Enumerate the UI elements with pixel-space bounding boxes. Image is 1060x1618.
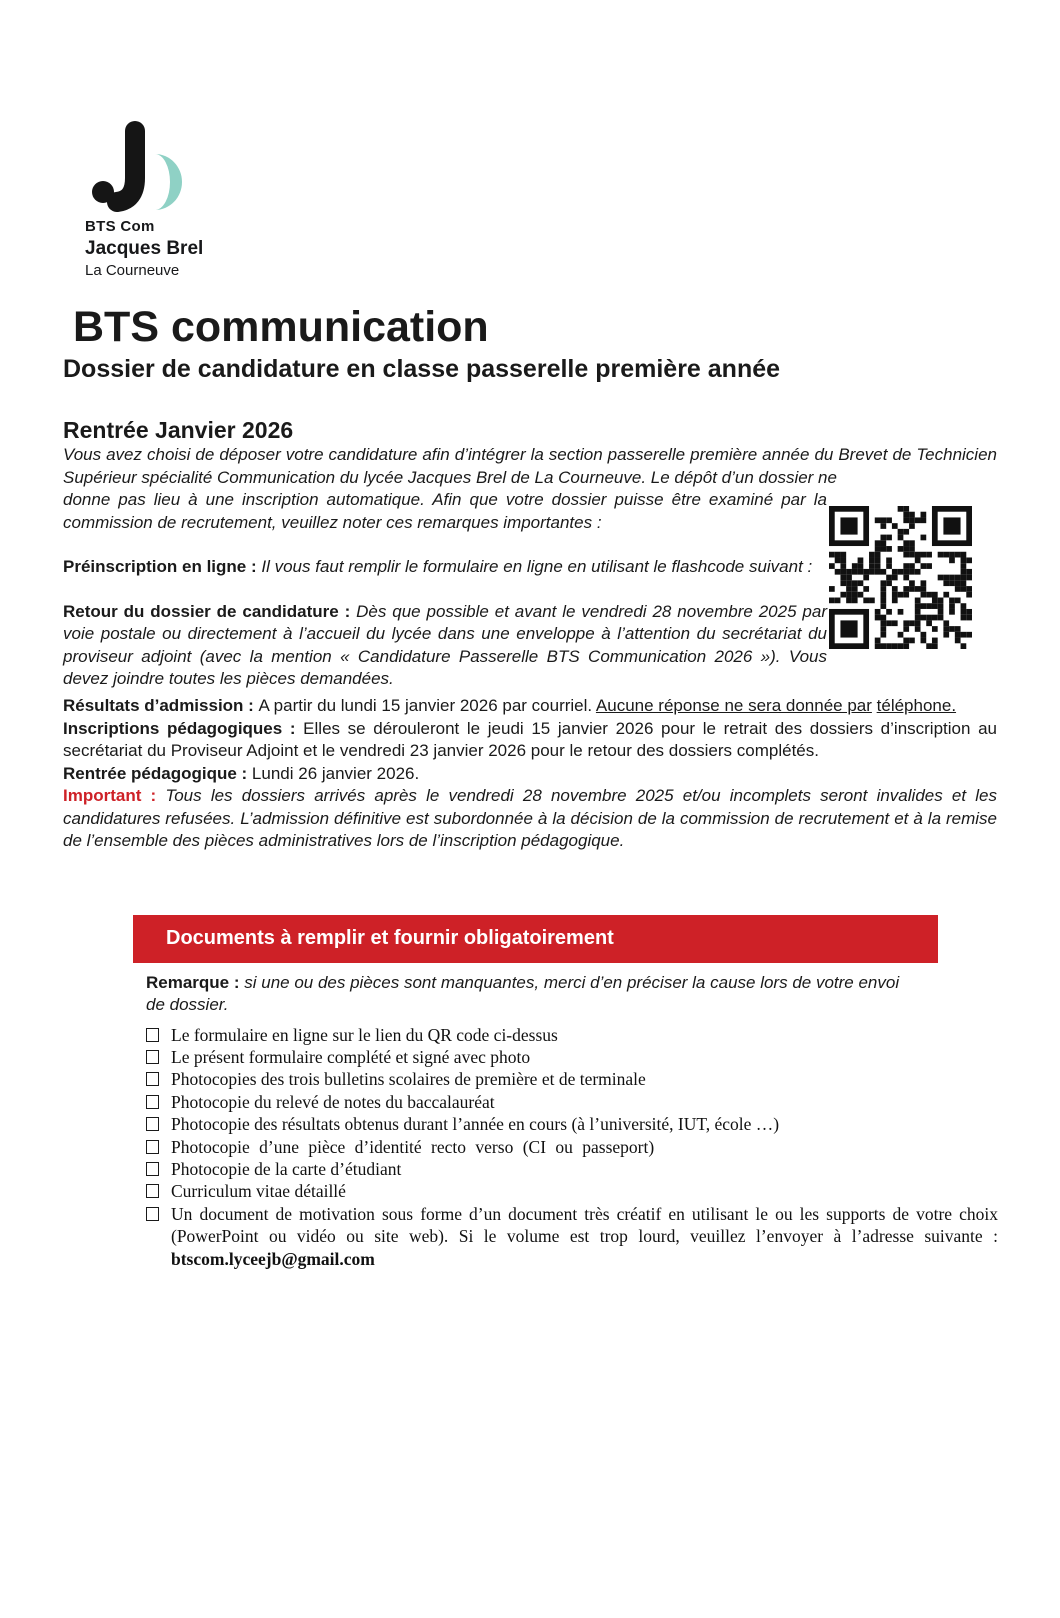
preinscription-label: Préinscription en ligne : — [63, 557, 262, 577]
checklist-item — [146, 1046, 998, 1068]
checkbox-icon[interactable] — [146, 1162, 159, 1176]
resultats-underline-2: téléphone. — [876, 696, 957, 716]
intro-wrap-zone — [63, 489, 997, 691]
important-label: Important : — [63, 786, 166, 806]
school-logo — [85, 120, 997, 279]
section-important — [63, 785, 997, 853]
inscriptions-text: Elles se dérouleront le jeudi 15 janvier 2026 pour le retrait des dossiers d’inscription au secrétariat du Proviseur Adjoint et le vendredi 23 janvier 2026 pour le retour des dossiers complétés. — [63, 718, 997, 761]
remark — [146, 972, 901, 1017]
checklist-item — [146, 1180, 998, 1202]
checklist — [146, 1024, 998, 1270]
checklist-item-text: Un document de motivation sous forme d’un document très créatif en utilisant le ou les supports de votre choix (PowerPoint ou vidéo ou site web). Si le volume est trop lourd, veuillez l’envoyer à l’adresse suivante : btscom.lyceejb@gmail.com — [171, 1203, 998, 1269]
documents-banner — [133, 915, 938, 963]
checkbox-icon[interactable] — [146, 1072, 159, 1086]
checklist-item-text: Le formulaire en ligne sur le lien du QR code ci-dessus — [171, 1024, 558, 1045]
checklist-item-text: Photocopie d’une pièce d’identité recto verso (CI ou passeport) — [171, 1136, 655, 1157]
term-heading: Rentrée Janvier 2026 — [63, 417, 294, 444]
checkbox-icon[interactable] — [146, 1184, 159, 1198]
intro-paragraph-2: donne pas lieu à une inscription automatique. Afin que votre dossier puisse être examiné par la commission de recrutement, veuillez noter ces remarques importantes : — [63, 490, 827, 532]
checkbox-icon[interactable] — [146, 1050, 159, 1064]
rentree-pedagogique-text: Lundi 26 janvier 2026. — [251, 763, 420, 783]
logo-dot — [92, 181, 114, 203]
page-title: BTS communication — [73, 303, 489, 351]
checkbox-icon[interactable] — [146, 1028, 159, 1042]
retour-text: Dès que possible et avant le vendredi 28 novembre 2025 par voie postale ou directement à l’accueil du lycée dans une enveloppe à l’attention du secrétariat du proviseur adjoint (avec la mention « Candidature Passerelle BTS Communication 2026 »). Vous devez joindre toutes les pièces demandées. — [63, 601, 827, 689]
remark-text: si une ou des pièces sont manquantes, merci d’en préciser la cause lors de votre envoi de dossier. — [146, 972, 900, 1015]
section-inscriptions — [63, 718, 997, 763]
section-resultats — [63, 695, 997, 718]
checklist-item — [146, 1091, 998, 1113]
checklist-item — [146, 1158, 998, 1180]
checklist-item — [146, 1068, 998, 1090]
document-page — [0, 120, 1060, 1270]
checklist-item — [146, 1024, 998, 1046]
logo-crescent — [155, 154, 182, 210]
resultats-underline-1: Aucune réponse ne sera donnée par — [595, 696, 872, 716]
qr-code-container — [827, 489, 997, 695]
remark-label: Remarque : — [146, 972, 245, 992]
logo-city-label: La Courneuve — [85, 262, 180, 279]
checkbox-icon[interactable] — [146, 1207, 159, 1221]
checkbox-icon[interactable] — [146, 1117, 159, 1131]
logo-j-stroke — [117, 131, 135, 202]
preinscription-text: Il vous faut remplir le formulaire en ligne en utilisant le flashcode suivant : — [261, 557, 813, 577]
rentree-pedagogique-label: Rentrée pédagogique : — [63, 763, 252, 783]
contact-email: btscom.lyceejb@gmail.com — [171, 1248, 375, 1269]
page-subtitle: Dossier de candidature en classe passerelle première année — [63, 355, 781, 384]
checkbox-icon[interactable] — [146, 1095, 159, 1109]
resultats-text: A partir du lundi 15 janvier 2026 par courriel. — [258, 696, 596, 716]
resultats-label: Résultats d’admission : — [63, 696, 259, 716]
important-text: Tous les dossiers arrivés après le vendredi 28 novembre 2025 et/ou incomplets seront invalides et les candidatures refusées. L’admission définitive est subordonnée à la décision de la commission de recrutement et à la remise de l’ensemble des pièces administratives lors de l’inscription pédagogique. — [63, 786, 997, 851]
logo-program-label: BTS Com — [85, 218, 155, 235]
checklist-item-text: Le présent formulaire complété et signé avec photo — [171, 1047, 531, 1068]
logo-mark-icon — [85, 120, 197, 212]
checkbox-icon[interactable] — [146, 1140, 159, 1154]
section-rentree-pedagogique — [63, 763, 997, 786]
qr-code — [829, 506, 972, 649]
checklist-item-text: Photocopie du relevé de notes du baccalauréat — [171, 1091, 495, 1112]
checklist-item — [146, 1136, 998, 1158]
checklist-item-text: Curriculum vitae détaillé — [171, 1181, 346, 1202]
checklist-item-text: Photocopie des résultats obtenus durant l’année en cours (à l’université, IUT, école …) — [171, 1114, 780, 1135]
documents-banner-title: Documents à remplir et fournir obligatoirement — [166, 927, 614, 950]
checklist-item-text: Photocopie de la carte d’étudiant — [171, 1159, 402, 1180]
logo-school-label: Jacques Brel — [85, 238, 204, 259]
inscriptions-label: Inscriptions pédagogiques : — [63, 718, 304, 738]
retour-label: Retour du dossier de candidature : — [63, 601, 357, 621]
intro-paragraph-1: Vous avez choisi de déposer votre candidature afin d’intégrer la section passerelle première année du Brevet de Technicien Supérieur spécialité Communication du lycée Jacques Brel de La Courneuve. Le dépôt d’un dossier ne — [63, 445, 997, 487]
checklist-item — [146, 1113, 998, 1135]
checklist-item — [146, 1203, 998, 1270]
checklist-item-text: Photocopies des trois bulletins scolaires de première et de terminale — [171, 1069, 646, 1090]
